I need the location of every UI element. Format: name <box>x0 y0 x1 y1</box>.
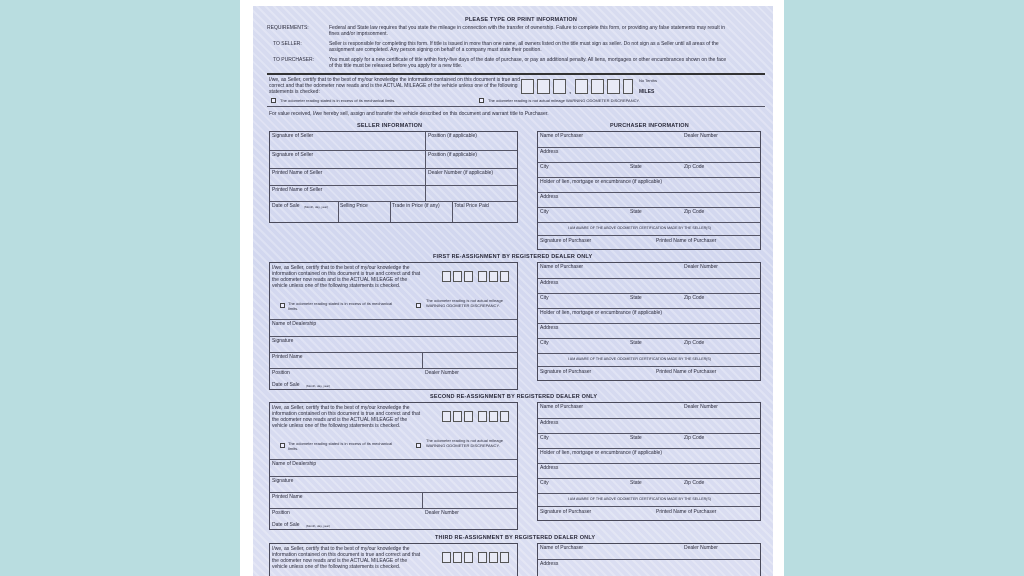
name-of-purchaser-label: Name of Purchaser <box>540 404 584 410</box>
purchaser-dealer-number-label: Dealer Number <box>684 404 718 410</box>
first-reassign-purchaser-box <box>537 262 761 381</box>
aware-statement: I AM AWARE OF THE ABOVE ODOMETER CERTIFICATION MADE BY THE SELLER(S) <box>568 497 711 501</box>
odometer-digit[interactable] <box>521 79 534 94</box>
odometer-digit[interactable] <box>500 552 509 563</box>
city-label-2: City <box>540 480 549 486</box>
trade-in-label: Trade in Price (if any) <box>392 203 440 209</box>
printed-name-purchaser-label: Printed Name of Purchaser <box>656 238 717 244</box>
signature-purchaser-label: Signature of Purchaser <box>540 509 592 515</box>
not-actual-checkbox[interactable] <box>416 443 421 448</box>
holder-label: Holder of lien, mortgage or encumbrance (if applicable) <box>540 450 663 456</box>
odometer-digit[interactable] <box>500 271 509 282</box>
second-reassign-purchaser-box <box>537 402 761 521</box>
odometer-digit[interactable] <box>453 411 462 422</box>
date-hint: (Month, day, year) <box>306 384 331 388</box>
selling-price-label: Selling Price <box>340 203 368 209</box>
zip-label-2: Zip Code <box>684 480 705 486</box>
odometer-digit[interactable] <box>575 79 588 94</box>
purchaser-dealer-number-label: Dealer Number <box>684 545 718 551</box>
printed-name-seller-label-2: Printed Name of Seller <box>272 187 323 193</box>
date-hint: (Month, day, year) <box>306 524 331 528</box>
seller-info-title: SELLER INFORMATION <box>357 123 423 129</box>
zip-label: Zip Code <box>684 164 705 170</box>
first-reassignment-title: FIRST RE-ASSIGNMENT BY REGISTERED DEALER ONLY <box>433 254 593 260</box>
printed-name-label: Printed Name <box>272 494 303 500</box>
odometer-disclosure-form: PLEASE TYPE OR PRINT INFORMATION REQUIREMENTS: Federal and State law requires that you state the mileage in connection with the transfer of ownership. Failure to complete this form, or providing any false statements may result in fines and/or imprisonment. TO SELLER: Seller is responsible for completing this form. If title is issued in more than one name, all owners listed on the title must sign as seller. Do not sign as a Seller until all areas of the assignment are completed. Any person signing on behalf of a company must state their position. TO PURCHASER: You must apply for a new certificate of title within forty-five days of the date of purchase, or pay an additional penalty. All liens, mortgages or other encumbrances shown on the face of this title must be released before you apply for a new title. I/we, as Seller, certify that to the best of my/our knowledge the information contained on this document is true and correct and that the odometer now reads and is the ACTUAL MILEAGE of the vehicle unless one of the following statements is checked: , No Tenths MILES The odometer reading stated is in excess of its mechanical limits. The odometer reading is not actual mileage WARNING ODOMETER DISCREPANCY. For value received, I/we hereby sell, assign and transfer the vehicle described on this document and warrant title to Purchaser. SELLER INFORMATION Signature of Seller Position (if applicable) Signature of Seller Position (if applicable) Printed Name of Seller Dealer Number (if applicable) Printed Name of Seller Date of Sale (Month, day, year) Selling Price Trade in Price (if any) Total Price Paid PURCHASER INFORMATION Name of Purchaser Dealer Number Address City State Zip Code Holder of lien, mortgage or encumbrance (if applicable) Address City State Zip Code I AM AWARE OF THE ABOVE ODOMETER CERTIFICATION MADE BY THE SELLER(S) Signature of Purchaser Printed Name of Purchaser FIRST RE-ASSIGNMENT BY REGISTERED DEALER ONLY I/we, as Seller, certify that to the best of my/our knowledge the information contained on this document is true and correct and that the odometer now reads and is the ACTUAL MILEAGE of the vehicle unless one of the following statements is checked. The odometer reading stated is in excess of its mechanical limits. The odometer reading is not actual mileage WARNING ODOMETER DISCREPANCY. Name of Dealership Signature Printed Name Position Dealer Number Date of Sale (Month, day, year) Name of Purchaser Dealer Number Address City State Zip Code Holder of lien, mortgage or encumbrance (if applicable) Address City State Zip Code I AM AWARE OF THE ABOVE ODOMETER CERTIFICATION MADE BY THE SELLER(S) Signature of Purchaser Printed Name of Purchaser SECOND RE-ASSIGNMENT BY REGISTERED DEALER ONLY I/we, as Seller, certify that to the best of my/our knowledge the information contained on this document is true and correct and that the odometer now reads and is the ACTUAL MILEAGE of the vehicle unless one of the following statements is checked. The odometer reading stated is in excess of its mechanical limits. The odometer reading is not actual mileage WARNING ODOMETER DISCREPANCY. Name of Dealership Signature Printed Name Position Dealer Number Date of Sale (Month, day, year) Name of Purchaser Dealer Number Address City State Zip Code Holder of lien, mortgage or encumbrance (if applicable) Address City State Zip Code I AM AWARE OF THE ABOVE ODOMETER CERTIFICATION MADE BY THE SELLER(S) Signature of Purchaser Printed Name of Purchaser THIRD RE-ASSIGNMENT BY REGISTERED DEALER ONLY I/we, as Seller, certify that to the best of my/our knowledge the information contained on this document is true and correct and that the odometer now reads and is the ACTUAL MILEAGE of the vehicle unless one of the following statements is checked. Name of Purchaser Dealer Number Address <box>253 6 773 576</box>
seller-certify-text: I/we, as Seller, certify that to the best of my/our knowledge the information contained on this document is true and correct and that the odometer now reads and is the ACTUAL MILEAGE of the vehicle unless one of the following statements is checked: <box>269 77 520 95</box>
odometer-tenths[interactable] <box>623 79 633 94</box>
odometer-digit[interactable] <box>464 411 473 422</box>
signature-label: Signature <box>272 338 294 344</box>
position-label: Position <box>272 510 290 516</box>
date-of-sale-label: Date of Sale <box>272 203 300 209</box>
odometer-digit[interactable] <box>453 552 462 563</box>
reassign-certify-text: I/we, as Seller, certify that to the best of my/our knowledge the information contained on this document is true and correct and that the odometer now reads and is the ACTUAL MILEAGE of the vehicle unless one of the following statements is checked. <box>272 265 421 289</box>
city-label: City <box>540 295 549 301</box>
position-label: Position <box>272 370 290 376</box>
odometer-digit[interactable] <box>478 552 487 563</box>
position-label: Position (if applicable) <box>428 133 477 139</box>
city-label: City <box>540 164 549 170</box>
purchaser-info-box <box>537 131 761 250</box>
transfer-text: For value received, I/we hereby sell, assign and transfer the vehicle described on this document and warrant title to Purchaser. <box>269 111 549 117</box>
reassign-certify-text: I/we, as Seller, certify that to the best of my/our knowledge the information contained on this document is true and correct and that the odometer now reads and is the ACTUAL MILEAGE of the vehicle unless one of the following statements is checked. <box>272 405 421 429</box>
name-of-purchaser-label: Name of Purchaser <box>540 133 584 139</box>
signature-of-seller-label-2: Signature of Seller <box>272 152 314 158</box>
reassign-certify-text: I/we, as Seller, certify that to the best of my/our knowledge the information contained on this document is true and correct and that the odometer now reads and is the ACTUAL MILEAGE of the vehicle unless one of the following statements is checked. <box>272 546 421 570</box>
signature-label: Signature <box>272 478 294 484</box>
odometer-digit[interactable] <box>553 79 566 94</box>
state-label-2: State <box>630 340 642 346</box>
excess-label: The odometer reading stated is in excess of its mechanical limits. <box>288 441 393 451</box>
printed-name-label: Printed Name <box>272 354 303 360</box>
to-purchaser-text: You must apply for a new certificate of title within forty-five days of the date of purchase, or pay an additional penalty. All liens, mortgages or other encumbrances shown on the face of this title must be released before you apply for a new title. <box>329 57 727 69</box>
second-reassignment-title: SECOND RE-ASSIGNMENT BY REGISTERED DEALER ONLY <box>430 394 598 400</box>
to-purchaser-label: TO PURCHASER: <box>273 57 315 63</box>
zip-label: Zip Code <box>684 435 705 441</box>
signature-of-seller-label: Signature of Seller <box>272 133 314 139</box>
excess-label: The odometer reading stated is in excess of its mechanical limits. <box>288 301 393 311</box>
second-reassign-seller-box <box>269 402 518 530</box>
odometer-digit[interactable] <box>489 271 498 282</box>
zip-label-2: Zip Code <box>684 209 705 215</box>
signature-purchaser-label: Signature of Purchaser <box>540 238 592 244</box>
third-reassign-purchaser-box <box>537 543 761 576</box>
document-page <box>240 0 784 576</box>
date-hint: (Month, day, year) <box>304 205 329 209</box>
zip-label-2: Zip Code <box>684 340 705 346</box>
to-seller-text: Seller is responsible for completing this form. If title is issued in more than one name, all owners listed on the title must sign as seller. Do not sign as a Seller until all areas of the assignment are completed. Any person signing on behalf of a company must state their position. <box>329 41 719 53</box>
requirements-label: REQUIREMENTS: <box>267 25 309 31</box>
zip-label: Zip Code <box>684 295 705 301</box>
purchaser-dealer-number-label: Dealer Number <box>684 264 718 270</box>
requirements-text: Federal and State law requires that you state the mileage in connection with the transfer of ownership. Failure to complete this form, or providing any false statements may result in fines and/or imprisonment. <box>329 25 726 37</box>
excess-checkbox[interactable] <box>280 303 285 308</box>
odometer-digit[interactable] <box>478 411 487 422</box>
date-of-sale-label: Date of Sale <box>272 522 300 528</box>
address-label: Address <box>540 149 559 155</box>
total-price-label: Total Price Paid <box>454 203 489 209</box>
dealer-number-label: Dealer Number (if applicable) <box>428 170 494 176</box>
city-label: City <box>540 435 549 441</box>
not-actual-label: The odometer reading is not actual mileage WARNING ODOMETER DISCREPANCY. <box>426 298 503 308</box>
city-label-2: City <box>540 209 549 215</box>
odometer-digit[interactable] <box>464 552 473 563</box>
odometer-digit[interactable] <box>464 271 473 282</box>
odometer-digit[interactable] <box>442 271 451 282</box>
address-label: Address <box>540 420 559 426</box>
state-label: State <box>630 295 642 301</box>
dealership-label: Name of Dealership <box>272 321 317 327</box>
state-label-2: State <box>630 209 642 215</box>
city-label-2: City <box>540 340 549 346</box>
excess-mechanical-label: The odometer reading stated is in excess of its mechanical limits. <box>280 98 396 103</box>
excess-checkbox[interactable] <box>280 443 285 448</box>
odometer-digit[interactable] <box>591 79 604 94</box>
name-of-purchaser-label: Name of Purchaser <box>540 545 584 551</box>
header-divider <box>267 73 765 75</box>
odometer-digit[interactable] <box>478 271 487 282</box>
address-label: Address <box>540 561 559 567</box>
printed-name-purchaser-label: Printed Name of Purchaser <box>656 369 717 375</box>
holder-label: Holder of lien, mortgage or encumbrance (if applicable) <box>540 179 663 185</box>
no-tenths-label: No Tenths <box>639 78 657 83</box>
position-label-2: Position (if applicable) <box>428 152 477 158</box>
aware-statement: I AM AWARE OF THE ABOVE ODOMETER CERTIFICATION MADE BY THE SELLER(S) <box>568 357 711 361</box>
not-actual-mileage-label: The odometer reading is not actual mileage WARNING ODOMETER DISCREPANCY. <box>488 98 640 103</box>
odometer-digit[interactable] <box>453 271 462 282</box>
odometer-digit[interactable] <box>607 79 620 94</box>
printed-name-seller-label: Printed Name of Seller <box>272 170 323 176</box>
state-label: State <box>630 435 642 441</box>
state-label: State <box>630 164 642 170</box>
signature-purchaser-label: Signature of Purchaser <box>540 369 592 375</box>
excess-mechanical-checkbox[interactable] <box>271 98 276 103</box>
date-of-sale-label: Date of Sale <box>272 382 300 388</box>
dealership-label: Name of Dealership <box>272 461 317 467</box>
dealer-number-label: Dealer Number <box>425 510 459 516</box>
odometer-digit[interactable] <box>489 552 498 563</box>
seller-info-box <box>269 131 518 223</box>
odometer-digit[interactable] <box>489 411 498 422</box>
odometer-digit[interactable] <box>442 552 451 563</box>
third-reassign-seller-box <box>269 543 518 576</box>
purchaser-dealer-number-label: Dealer Number <box>684 133 718 139</box>
divider <box>267 106 765 107</box>
address-label-2: Address <box>540 465 559 471</box>
odometer-digit[interactable] <box>537 79 550 94</box>
not-actual-checkbox[interactable] <box>416 303 421 308</box>
third-reassignment-title: THIRD RE-ASSIGNMENT BY REGISTERED DEALER ONLY <box>435 535 596 541</box>
first-reassign-seller-box <box>269 262 518 390</box>
aware-statement: I AM AWARE OF THE ABOVE ODOMETER CERTIFICATION MADE BY THE SELLER(S) <box>568 226 711 230</box>
address-label-2: Address <box>540 325 559 331</box>
not-actual-mileage-checkbox[interactable] <box>479 98 484 103</box>
address-label: Address <box>540 280 559 286</box>
odometer-digit[interactable] <box>500 411 509 422</box>
form-title: PLEASE TYPE OR PRINT INFORMATION <box>465 17 578 23</box>
not-actual-label: The odometer reading is not actual mileage WARNING ODOMETER DISCREPANCY. <box>426 438 503 448</box>
to-seller-label: TO SELLER: <box>273 41 302 47</box>
miles-label: MILES <box>639 89 655 95</box>
purchaser-info-title: PURCHASER INFORMATION <box>610 123 689 129</box>
holder-label: Holder of lien, mortgage or encumbrance (if applicable) <box>540 310 663 316</box>
odometer-digit[interactable] <box>442 411 451 422</box>
dealer-number-label: Dealer Number <box>425 370 459 376</box>
state-label-2: State <box>630 480 642 486</box>
name-of-purchaser-label: Name of Purchaser <box>540 264 584 270</box>
printed-name-purchaser-label: Printed Name of Purchaser <box>656 509 717 515</box>
address-label-2: Address <box>540 194 559 200</box>
